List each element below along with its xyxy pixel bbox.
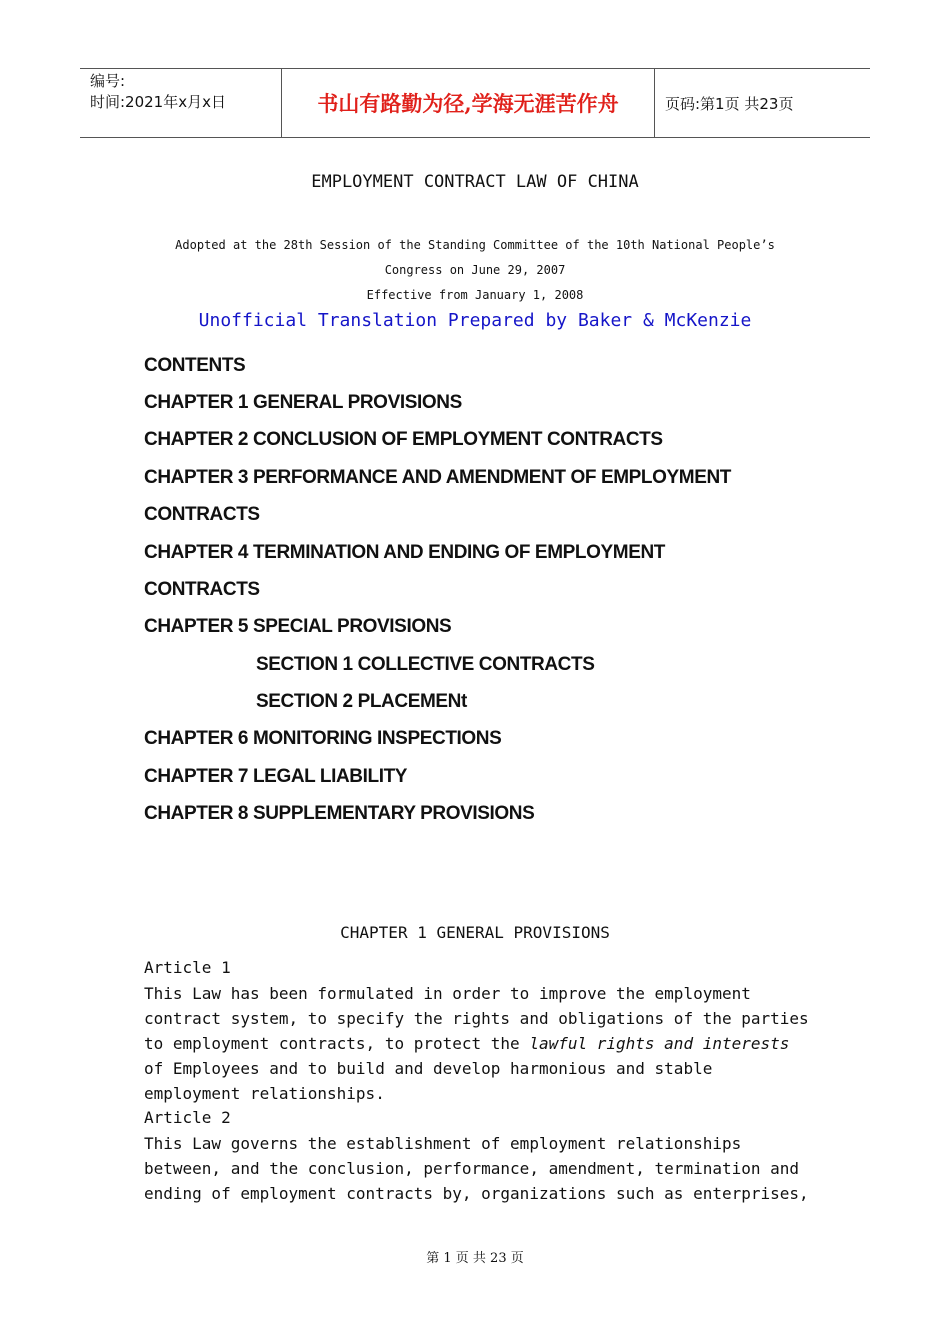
article-line: employment relationships. <box>144 1084 385 1103</box>
article-line: This Law has been formulated in order to improve the employment <box>144 984 751 1003</box>
effective-date: Effective from January 1, 2008 <box>366 288 584 302</box>
time-label: 时间:2021年x月x日 <box>90 93 226 111</box>
toc-item: CHAPTER 5 SPECIAL PROVISIONS <box>144 616 452 637</box>
toc-heading: CONTENTS <box>144 355 246 376</box>
article-line <box>144 1031 844 1056</box>
adopted-line-2: Congress on June 29, 2007 <box>384 263 566 277</box>
toc-item: CHAPTER 6 MONITORING INSPECTIONS <box>144 728 502 749</box>
header-table <box>80 68 870 138</box>
article-line: of Employees and to build and develop harmonious and stable <box>144 1059 713 1078</box>
page-info: 页码:第1页 共23页 <box>665 94 794 113</box>
article-line: contract system, to specify the rights and obligations of the parties <box>144 1009 809 1028</box>
toc-item: CHAPTER 8 SUPPLEMENTARY PROVISIONS <box>144 803 535 824</box>
toc-section-item: SECTION 1 COLLECTIVE CONTRACTS <box>256 654 595 675</box>
motto: 书山有路勤为径,学海无涯苦作舟 <box>281 69 655 137</box>
toc-item: CONTRACTS <box>144 579 260 600</box>
article-text: to employment contracts, to protect the <box>144 1034 530 1053</box>
page-footer: 第 1 页 共 23 页 <box>426 1251 524 1266</box>
toc-item: CHAPTER 7 LEGAL LIABILITY <box>144 766 408 787</box>
article-line: between, and the conclusion, performance, amendment, termination and <box>144 1159 800 1178</box>
article-title: Article 1 <box>144 958 231 977</box>
chapter-heading: CHAPTER 1 GENERAL PROVISIONS <box>340 923 610 942</box>
toc-item: CHAPTER 1 GENERAL PROVISIONS <box>144 392 462 413</box>
toc-section-item: SECTION 2 PLACEMENt <box>256 691 467 712</box>
toc-item: CONTRACTS <box>144 504 260 525</box>
document-title: EMPLOYMENT CONTRACT LAW OF CHINA <box>311 172 639 192</box>
article-italic-text: lawful rights and interests <box>529 1034 790 1053</box>
number-label: 编号: <box>90 72 126 90</box>
adopted-line-1: Adopted at the 28th Session of the Standing Committee of the 10th National People’s <box>175 238 775 252</box>
toc-item: CHAPTER 4 TERMINATION AND ENDING OF EMPLOYMENT <box>144 542 665 563</box>
article-line: ending of employment contracts by, organizations such as enterprises, <box>144 1184 809 1203</box>
toc-item: CHAPTER 3 PERFORMANCE AND AMENDMENT OF EMPLOYMENT <box>144 467 731 488</box>
article-line: This Law governs the establishment of employment relationships <box>144 1134 742 1153</box>
translation-note: Unofficial Translation Prepared by Baker & McKenzie <box>198 310 752 331</box>
article-title: Article 2 <box>144 1108 231 1127</box>
toc-item: CHAPTER 2 CONCLUSION OF EMPLOYMENT CONTRACTS <box>144 429 663 450</box>
header-meta-cell <box>80 69 281 137</box>
